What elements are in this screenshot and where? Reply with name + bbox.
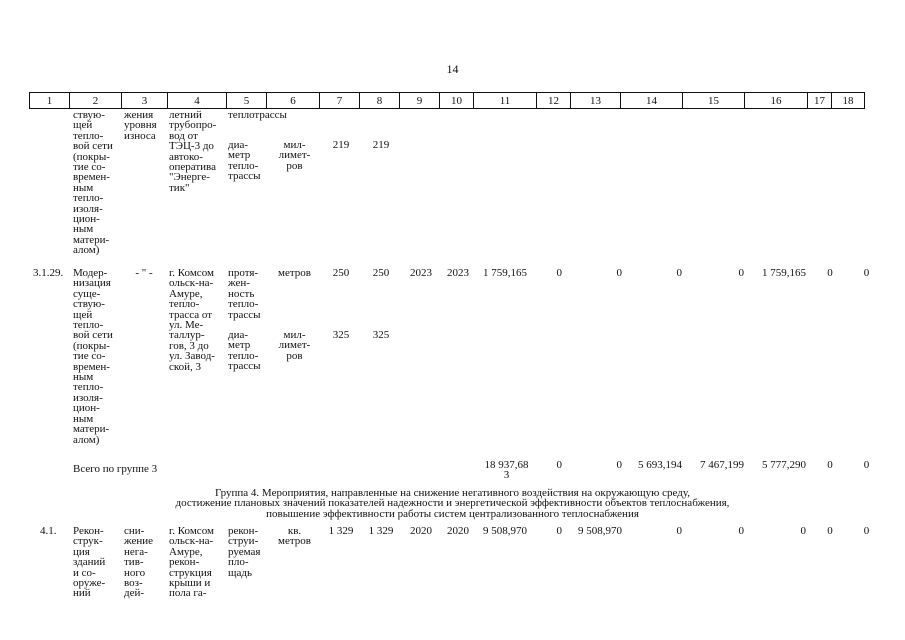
row-cost-col14: 0 [676,525,682,537]
row-location: г. Комсом ольск-на- Амуре, рекон- струкция крыши и пола га- [169,525,214,600]
row-value-plan-b: 325 [332,329,350,341]
prev-row-purpose: жения уровня износа [124,109,157,142]
row-unit-a: метров [278,267,311,279]
prev-row-value-fact-b: 219 [372,139,390,151]
row-total-cost: 9 508,970 [483,525,527,537]
row-cost-col16: 1 759,165 [762,267,806,279]
group-4-title: Группа 4. Мероприятия, направленные на снижение негативного воздействия на окружающую среду, достижение плановых значений показателей надежности и энергетической эффективности объектов теплоснабжения, повышение эффективности работы систем централизованного теплоснабжения [175,487,730,520]
row-unit-b: мил- лимет- ров [278,329,311,362]
page-number: 14 [446,62,459,76]
column-header: 16 [745,93,808,109]
row-start-year: 2023 [410,267,432,279]
row-indicator-b: диа- метр тепло- трассы [228,329,261,373]
column-header: 13 [571,93,621,109]
row-cost-col17: 0 [827,267,833,279]
total-col18: 0 [863,459,870,471]
prev-row-indicator-b: диа- метр тепло- трассы [228,139,261,183]
row-description: Модер- низация суще- ствую- щей тепло- вой сети (покры- тие со- времен- ным тепло- изоля- цион- ным матери- алом) [73,267,113,446]
row-cost-col14: 0 [676,267,682,279]
row-cost-col18: 0 [863,525,870,537]
column-header: 4 [168,93,227,109]
row-cost-col13: 9 508,970 [578,525,622,537]
row-cost-col12: 0 [556,267,562,279]
total-col15: 7 467,199 [700,459,744,471]
row-end-year: 2020 [447,525,469,537]
column-header: 3 [122,93,168,109]
row-total-cost: 1 759,165 [483,267,527,279]
total-label: Всего по группе 3 [73,463,158,475]
column-header: 18 [832,93,865,109]
column-header: 6 [267,93,320,109]
row-indicator-a: протя- жен- ность тепло- трассы [228,267,261,321]
column-header: 11 [474,93,537,109]
column-header: 15 [683,93,745,109]
total-col17: 0 [827,459,833,471]
row-cost-col13: 0 [616,267,622,279]
total-cost: 18 937,68 3 [484,459,529,482]
row-cost-col16: 0 [800,525,806,537]
row-purpose: - " - [135,267,153,279]
row-start-year: 2020 [410,525,432,537]
row-number: 4.1. [40,525,57,537]
row-cost-col18: 0 [863,267,870,279]
column-header: 12 [537,93,571,109]
row-number: 3.1.29. [33,267,64,279]
row-indicator: рекон- струи- руемая пло- щадь [228,525,261,579]
row-description: Рекон- струк- ция зданий и со- оруже- ний [73,525,106,600]
total-col13: 0 [616,459,622,471]
column-header-row [29,92,865,109]
row-end-year: 2023 [447,267,469,279]
row-unit: кв. метров [278,525,311,548]
prev-row-value-plan-b: 219 [332,139,350,151]
column-header: 7 [320,93,360,109]
row-cost-col15: 0 [738,525,744,537]
column-header: 14 [621,93,683,109]
row-cost-col17: 0 [827,525,833,537]
row-value-plan: 1 329 [328,525,354,537]
row-location: г. Комсом ольск-на- Амуре, тепло- трасса от ул. Ме- таллур- гов, 3 до ул. Завод- ской, 3 [169,267,215,373]
total-col14: 5 693,194 [638,459,682,471]
column-header: 8 [360,93,400,109]
total-col16: 5 777,290 [762,459,806,471]
prev-row-description: ствую- щей тепло- вой сети (покры- тие со- времен- ным тепло- изоля- цион- ным матери- алом) [73,109,113,257]
column-header: 17 [808,93,832,109]
prev-row-unit-b: мил- лимет- ров [278,139,311,172]
row-cost-col12: 0 [556,525,562,537]
row-value-fact-a: 250 [372,267,390,279]
total-col12: 0 [556,459,562,471]
prev-row-indicator-a: теплотрассы [228,109,287,121]
row-value-plan-a: 250 [332,267,350,279]
column-header: 5 [227,93,267,109]
row-value-fact: 1 329 [368,525,394,537]
column-header: 10 [440,93,474,109]
column-header: 9 [400,93,440,109]
row-value-fact-b: 325 [372,329,390,341]
row-purpose: сни- жение нега- тив- ного воз- дей- [124,525,153,600]
prev-row-location: летний трубопро- вод от ТЭЦ-3 до автоко- оператива "Энерге- тик" [169,109,217,194]
row-cost-col15: 0 [738,267,744,279]
column-header: 2 [70,93,122,109]
column-header: 1 [30,93,70,109]
